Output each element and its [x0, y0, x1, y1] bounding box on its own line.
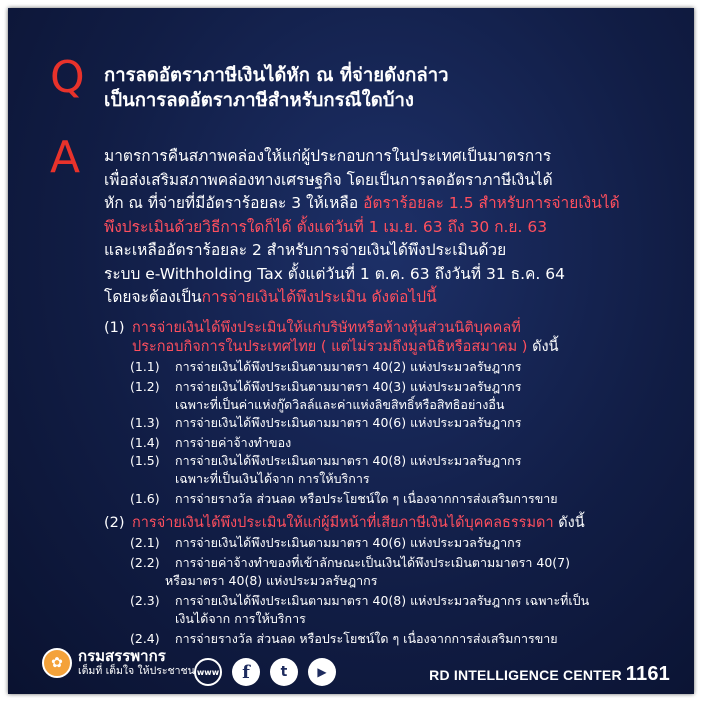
- item-number: (2.2): [130, 555, 160, 570]
- brand: [78, 648, 195, 678]
- item-text-cont: เฉพาะที่เป็นค่าแห่งกู๊ดวิลล์และค่าแห่งลิขสิทธิ์หรือสิทธิอย่างอื่น: [175, 397, 505, 412]
- item-text-cont: เงินได้จาก การให้บริการ: [175, 611, 306, 626]
- rd-text: RD INTELLIGENCE CENTER: [429, 667, 622, 683]
- item-number: (2.1): [130, 535, 160, 550]
- answer-line-7-red: การจ่ายเงินได้พึงประเมิน ดังต่อไปนี้: [201, 288, 437, 306]
- answer-line-7-white: โดยจะต้องเป็น: [104, 288, 202, 306]
- brand-name: กรมสรรพากร: [78, 647, 166, 665]
- item-text: การจ่ายค่าจ้างทำของ: [175, 435, 292, 450]
- item-text: การจ่ายค่าจ้างทำของที่เข้าลักษณะเป็นเงินได้พึงประเมินตามมาตรา 40(7): [175, 555, 570, 570]
- item-text: การจ่ายเงินได้พึงประเมินตามมาตรา 40(3) แห่งประมวลรัษฎากร: [175, 379, 522, 394]
- qa-card: [8, 8, 694, 694]
- item-text: การจ่ายรางวัล ส่วนลด หรือประโยชน์ใด ๆ เนื่องจากการส่งเสริมการขาย: [175, 631, 558, 646]
- answer-line-5: และเหลืออัตราร้อยละ 2 สำหรับการจ่ายเงินได้พึงประเมินด้วย: [104, 241, 507, 259]
- a-letter: A: [50, 132, 81, 183]
- section-1-line-2-red: ประกอบกิจการในประเทศไทย ( แต่ไม่รวมถึงมูลนิธิหรือสมาคม ): [132, 339, 528, 355]
- section-2-line-1-red: การจ่ายเงินได้พึงประเมินให้แก่ผู้มีหน้าที่เสียภาษีเงินได้บุคคลธรรมดา: [132, 515, 554, 531]
- item-text-cont: หรือมาตรา 40(8) แห่งประมวลรัษฎากร: [165, 573, 378, 588]
- answer-line-3: [104, 192, 664, 216]
- item-number: (1.3): [130, 415, 160, 430]
- item-text: การจ่ายเงินได้พึงประเมินตามมาตรา 40(6) แห่งประมวลรัษฎากร: [175, 535, 522, 550]
- answer-line-6: ระบบ e-Withholding Tax ตั้งแต่วันที่ 1 ต.ค. 63 ถึงวันที่ 31 ธ.ค. 64: [104, 264, 565, 283]
- section-1-number: (1): [104, 320, 125, 336]
- section-1-line-2-white: ดังนี้: [527, 339, 559, 355]
- rd-intelligence-center: [429, 663, 670, 686]
- answer-text: [104, 145, 664, 310]
- item-number: (1.6): [130, 491, 160, 506]
- revenue-department-logo-icon: ✿: [42, 648, 72, 678]
- item-text: การจ่ายเงินได้พึงประเมินตามมาตรา 40(8) แห่งประมวลรัษฎากร เฉพาะที่เป็น: [175, 593, 590, 608]
- answer-line-3-white: หัก ณ ที่จ่ายที่มีอัตราร้อยละ 3 ให้เหลือ: [104, 194, 364, 212]
- item-number: (1.4): [130, 435, 160, 450]
- answer-line-1: มาตรการคืนสภาพคล่องให้แก่ผู้ประกอบการในประเทศเป็นมาตรการ: [104, 147, 552, 165]
- section-1-line-1: การจ่ายเงินได้พึงประเมินให้แก่บริษัทหรือห้างหุ้นส่วนนิติบุคคลที่: [132, 320, 521, 336]
- youtube-icon[interactable]: ▶: [308, 658, 336, 686]
- item-number: (2.3): [130, 593, 160, 608]
- question-text: [104, 63, 664, 113]
- answer-line-4: พึงประเมินด้วยวิธีการใดก็ได้ ตั้งแต่วันที่ 1 เม.ย. 63 ถึง 30 ก.ย. 63: [104, 217, 548, 236]
- item-number: (1.1): [130, 359, 160, 374]
- answer-line-2: เพื่อส่งเสริมสภาพคล่องทางเศรษฐกิจ โดยเป็นการลดอัตราภาษีเงินได้: [104, 170, 553, 189]
- question-line-2: เป็นการลดอัตราภาษีสำหรับกรณีใดบ้าง: [104, 90, 414, 111]
- item-number: (1.5): [130, 453, 160, 468]
- section-1-heading-line-2: [132, 338, 672, 357]
- q-letter: Q: [50, 52, 85, 103]
- answer-line-7: [104, 286, 664, 310]
- item-text: การจ่ายเงินได้พึงประเมินตามมาตรา 40(6) แห่งประมวลรัษฎากร: [175, 415, 522, 430]
- item-text: การจ่ายเงินได้พึงประเมินตามมาตรา 40(8) แห่งประมวลรัษฎากร: [175, 453, 522, 468]
- section-1-heading: [104, 319, 664, 338]
- website-icon[interactable]: www: [194, 658, 222, 686]
- item-text: การจ่ายรางวัล ส่วนลด หรือประโยชน์ใด ๆ เนื่องจากการส่งเสริมการขาย: [175, 491, 558, 506]
- twitter-icon[interactable]: t: [270, 658, 298, 686]
- rd-number: 1161: [625, 663, 670, 685]
- item-text-cont: เฉพาะที่เป็นเงินได้จาก การให้บริการ: [175, 471, 370, 486]
- item-text: การจ่ายเงินได้พึงประเมินตามมาตรา 40(2) แห่งประมวลรัษฎากร: [175, 359, 522, 374]
- section-2-line-1-white: ดังนี้: [553, 515, 585, 531]
- section-2-heading: [104, 514, 664, 533]
- item-number: (1.2): [130, 379, 160, 394]
- section-2-number: (2): [104, 515, 125, 531]
- item-number: (2.4): [130, 631, 160, 646]
- question-line-1: การลดอัตราภาษีเงินได้หัก ณ ที่จ่ายดังกล่าว: [104, 65, 449, 86]
- brand-slogan: เต็มที่ เต็มใจ ให้ประชาชน: [78, 665, 195, 677]
- answer-line-3-red: อัตราร้อยละ 1.5 สำหรับการจ่ายเงินได้: [363, 194, 620, 212]
- facebook-icon[interactable]: f: [232, 658, 260, 686]
